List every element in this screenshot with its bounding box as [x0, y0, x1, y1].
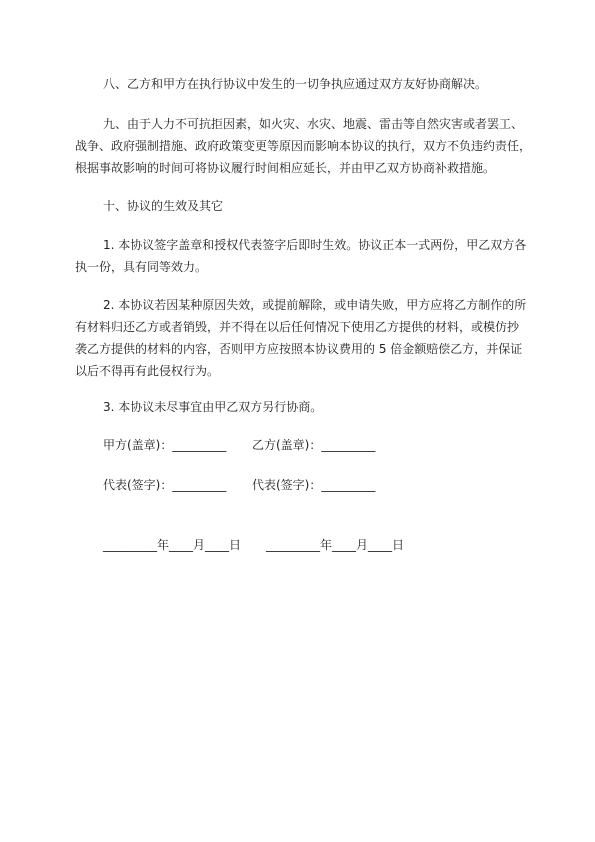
item-2-line-1: 2. 本协议若因某种原因失效，或提前解除，或申请失败，甲方应将乙方制作的所: [103, 298, 527, 312]
date-left: _________年____月____日: [103, 538, 242, 552]
clause-10-heading: [89, 195, 529, 217]
item-1: [75, 234, 529, 278]
item-3-line-1: 3. 本协议未尽事宜由甲乙双方另行协商。: [103, 400, 323, 414]
clause-9-line-1: 九、由于人力不可抗拒因素，如火灾、水灾、地震、雷击等自然灾害或者罢工、: [103, 117, 524, 131]
party-b-seal: 乙方(盖章)：_________: [252, 438, 376, 452]
party-a-representative: 代表(签字)：_________: [103, 478, 227, 492]
item-1-line-2: 执一份，具有同等效力。: [75, 260, 208, 274]
item-2: [75, 294, 529, 382]
clause-9: [75, 113, 532, 179]
clause-8-line-1: 八、乙方和甲方在执行协议中发生的一切争执应通过双方友好协商解决。: [103, 77, 488, 91]
clause-8: [89, 73, 529, 95]
party-b-representative: 代表(签字)：_________: [252, 478, 376, 492]
item-2-line-3: 袭乙方提供的材料的内容，否则甲方应按照本协议费用的 5 倍金额赔偿乙方，并保证: [75, 342, 523, 356]
clause-10-heading-text: 十、协议的生效及其它: [103, 199, 224, 213]
date-right: _________年____月____日: [266, 538, 405, 552]
item-3: [89, 396, 529, 418]
clause-9-line-3: 根据事故影响的时间可将协议履行时间相应延长，并由甲乙双方协商补救措施。: [75, 161, 496, 175]
item-2-line-2: 有材料归还乙方或者销毁，并不得在以后任何情况下使用乙方提供的材料，或模仿抄: [75, 320, 520, 334]
clause-9-line-2: 战争、政府强制措施、政府政策变更等原因而影响本协议的执行，双方不负违约责任，: [75, 139, 532, 153]
item-1-line-1: 1. 本协议签字盖章和授权代表签字后即时生效。协议正本一式两份，甲乙双方各: [103, 238, 527, 252]
party-a-seal: 甲方(盖章)：_________: [103, 438, 227, 452]
item-2-line-4: 以后不得再有此侵权行为。: [75, 364, 220, 378]
